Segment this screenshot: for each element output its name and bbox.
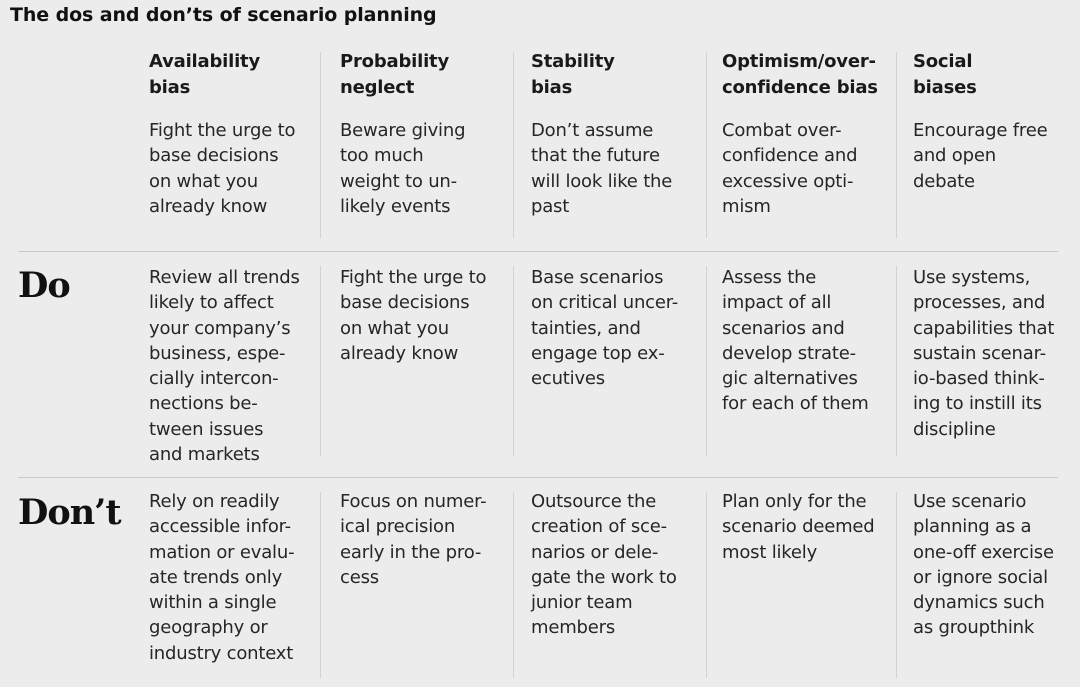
col-divider [706, 52, 707, 238]
dont-cell: Rely on readily accessible infor- mation or evalu- ate trends only within a single geography or industry context [149, 491, 295, 664]
col-divider [513, 52, 514, 238]
col-divider [513, 266, 514, 456]
do-cell: Assess the impact of all scenarios and develop strate- gic alternatives for each of them [722, 267, 869, 415]
col-divider [320, 52, 321, 238]
do-cell: Review all trends likely to affect your company’s business, espe- cially intercon- nections be- tween issues and markets [149, 267, 300, 466]
row-label-dont: Don’t [18, 492, 121, 533]
column-description: Combat over- confidence and excessive opti- mism [722, 120, 858, 217]
page-title: The dos and don’ts of scenario planning [10, 4, 437, 26]
row-label-do: Do [18, 265, 70, 306]
col-divider [320, 492, 321, 678]
column-heading: Social biases [913, 51, 977, 98]
column-heading: Optimism/over- confidence bias [722, 51, 878, 98]
col-divider [896, 492, 897, 678]
column-description: Fight the urge to base decisions on what you already know [149, 120, 296, 217]
column-description: Beware giving too much weight to un- likely events [340, 120, 466, 217]
column-heading: Stability bias [531, 51, 615, 98]
column-heading: Availability bias [149, 51, 260, 98]
col-divider [513, 492, 514, 678]
dont-cell: Focus on numer- ical precision early in the pro- cess [340, 491, 487, 588]
divider-dont [18, 477, 1058, 478]
do-cell: Base scenarios on critical uncer- tainties, and engage top ex- ecutives [531, 267, 679, 390]
dont-cell: Plan only for the scenario deemed most likely [722, 491, 875, 563]
divider-do [18, 251, 1058, 252]
col-divider [320, 266, 321, 456]
dont-cell: Outsource the creation of sce- narios or dele- gate the work to junior team members [531, 491, 677, 639]
column-heading: Probability neglect [340, 51, 449, 98]
column-description: Don’t assume that the future will look like the past [531, 120, 673, 217]
col-divider [706, 266, 707, 456]
col-divider [896, 52, 897, 238]
do-cell: Use systems, processes, and capabilities that sustain scenar- io-based think- ing to instill its discipline [913, 267, 1055, 440]
col-divider [706, 492, 707, 678]
do-cell: Fight the urge to base decisions on what you already know [340, 267, 487, 364]
col-divider [896, 266, 897, 456]
dont-cell: Use scenario planning as a one-off exercise or ignore social dynamics such as groupthink [913, 491, 1054, 639]
column-description: Encourage free and open debate [913, 120, 1048, 192]
